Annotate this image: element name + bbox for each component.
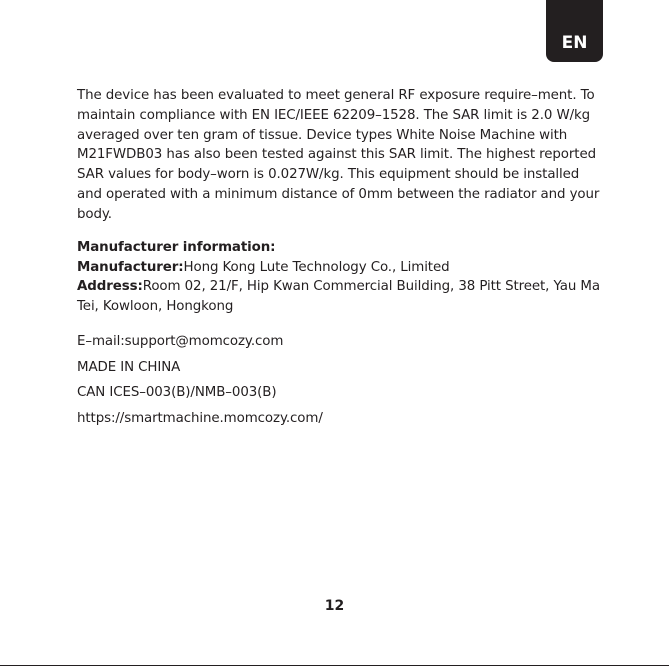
made-in-line: MADE IN CHINA <box>77 359 181 375</box>
address-label: Address: <box>77 279 143 294</box>
manufacturer-heading: Manufacturer information: <box>77 240 276 255</box>
language-tab <box>546 0 603 62</box>
manufacturer-section <box>77 238 605 316</box>
contact-section <box>77 332 605 434</box>
sar-compliance-paragraph: The device has been evaluated to meet general RF exposure require–ment. To maintain compliance with EN IEC/IEEE 62209–1528. The SAR limit is 2.0 W/kg averaged over ten gram of tissue. Device types White Noise Machine with M21FWDB03 has also been tested against this SAR limit. The highest reported SAR values for body–worn is 0.027W/kg. This equipment should be installed and operated with a minimum distance of 0mm between the radiator and your body. <box>77 88 600 222</box>
manufacturer-label: Manufacturer: <box>77 259 184 275</box>
address-value: Room 02, 21/F, Hip Kwan Commercial Building, 38 Pitt Street, Yau Ma Tei, Kowloon, Hongkong <box>77 279 600 314</box>
ices-line: CAN ICES–003(B)/NMB–003(B) <box>77 385 277 400</box>
email-line: E–mail:support@momcozy.com <box>77 334 284 349</box>
url-line: https://smartmachine.momcozy.com/ <box>77 410 323 426</box>
manufacturer-line <box>77 258 605 278</box>
manufacturer-value: Hong Kong Lute Technology Co., Limited <box>183 259 450 275</box>
address-line <box>77 277 605 316</box>
language-label: EN <box>561 33 588 53</box>
bottom-divider <box>0 665 669 666</box>
page-number: 12 <box>324 598 345 614</box>
